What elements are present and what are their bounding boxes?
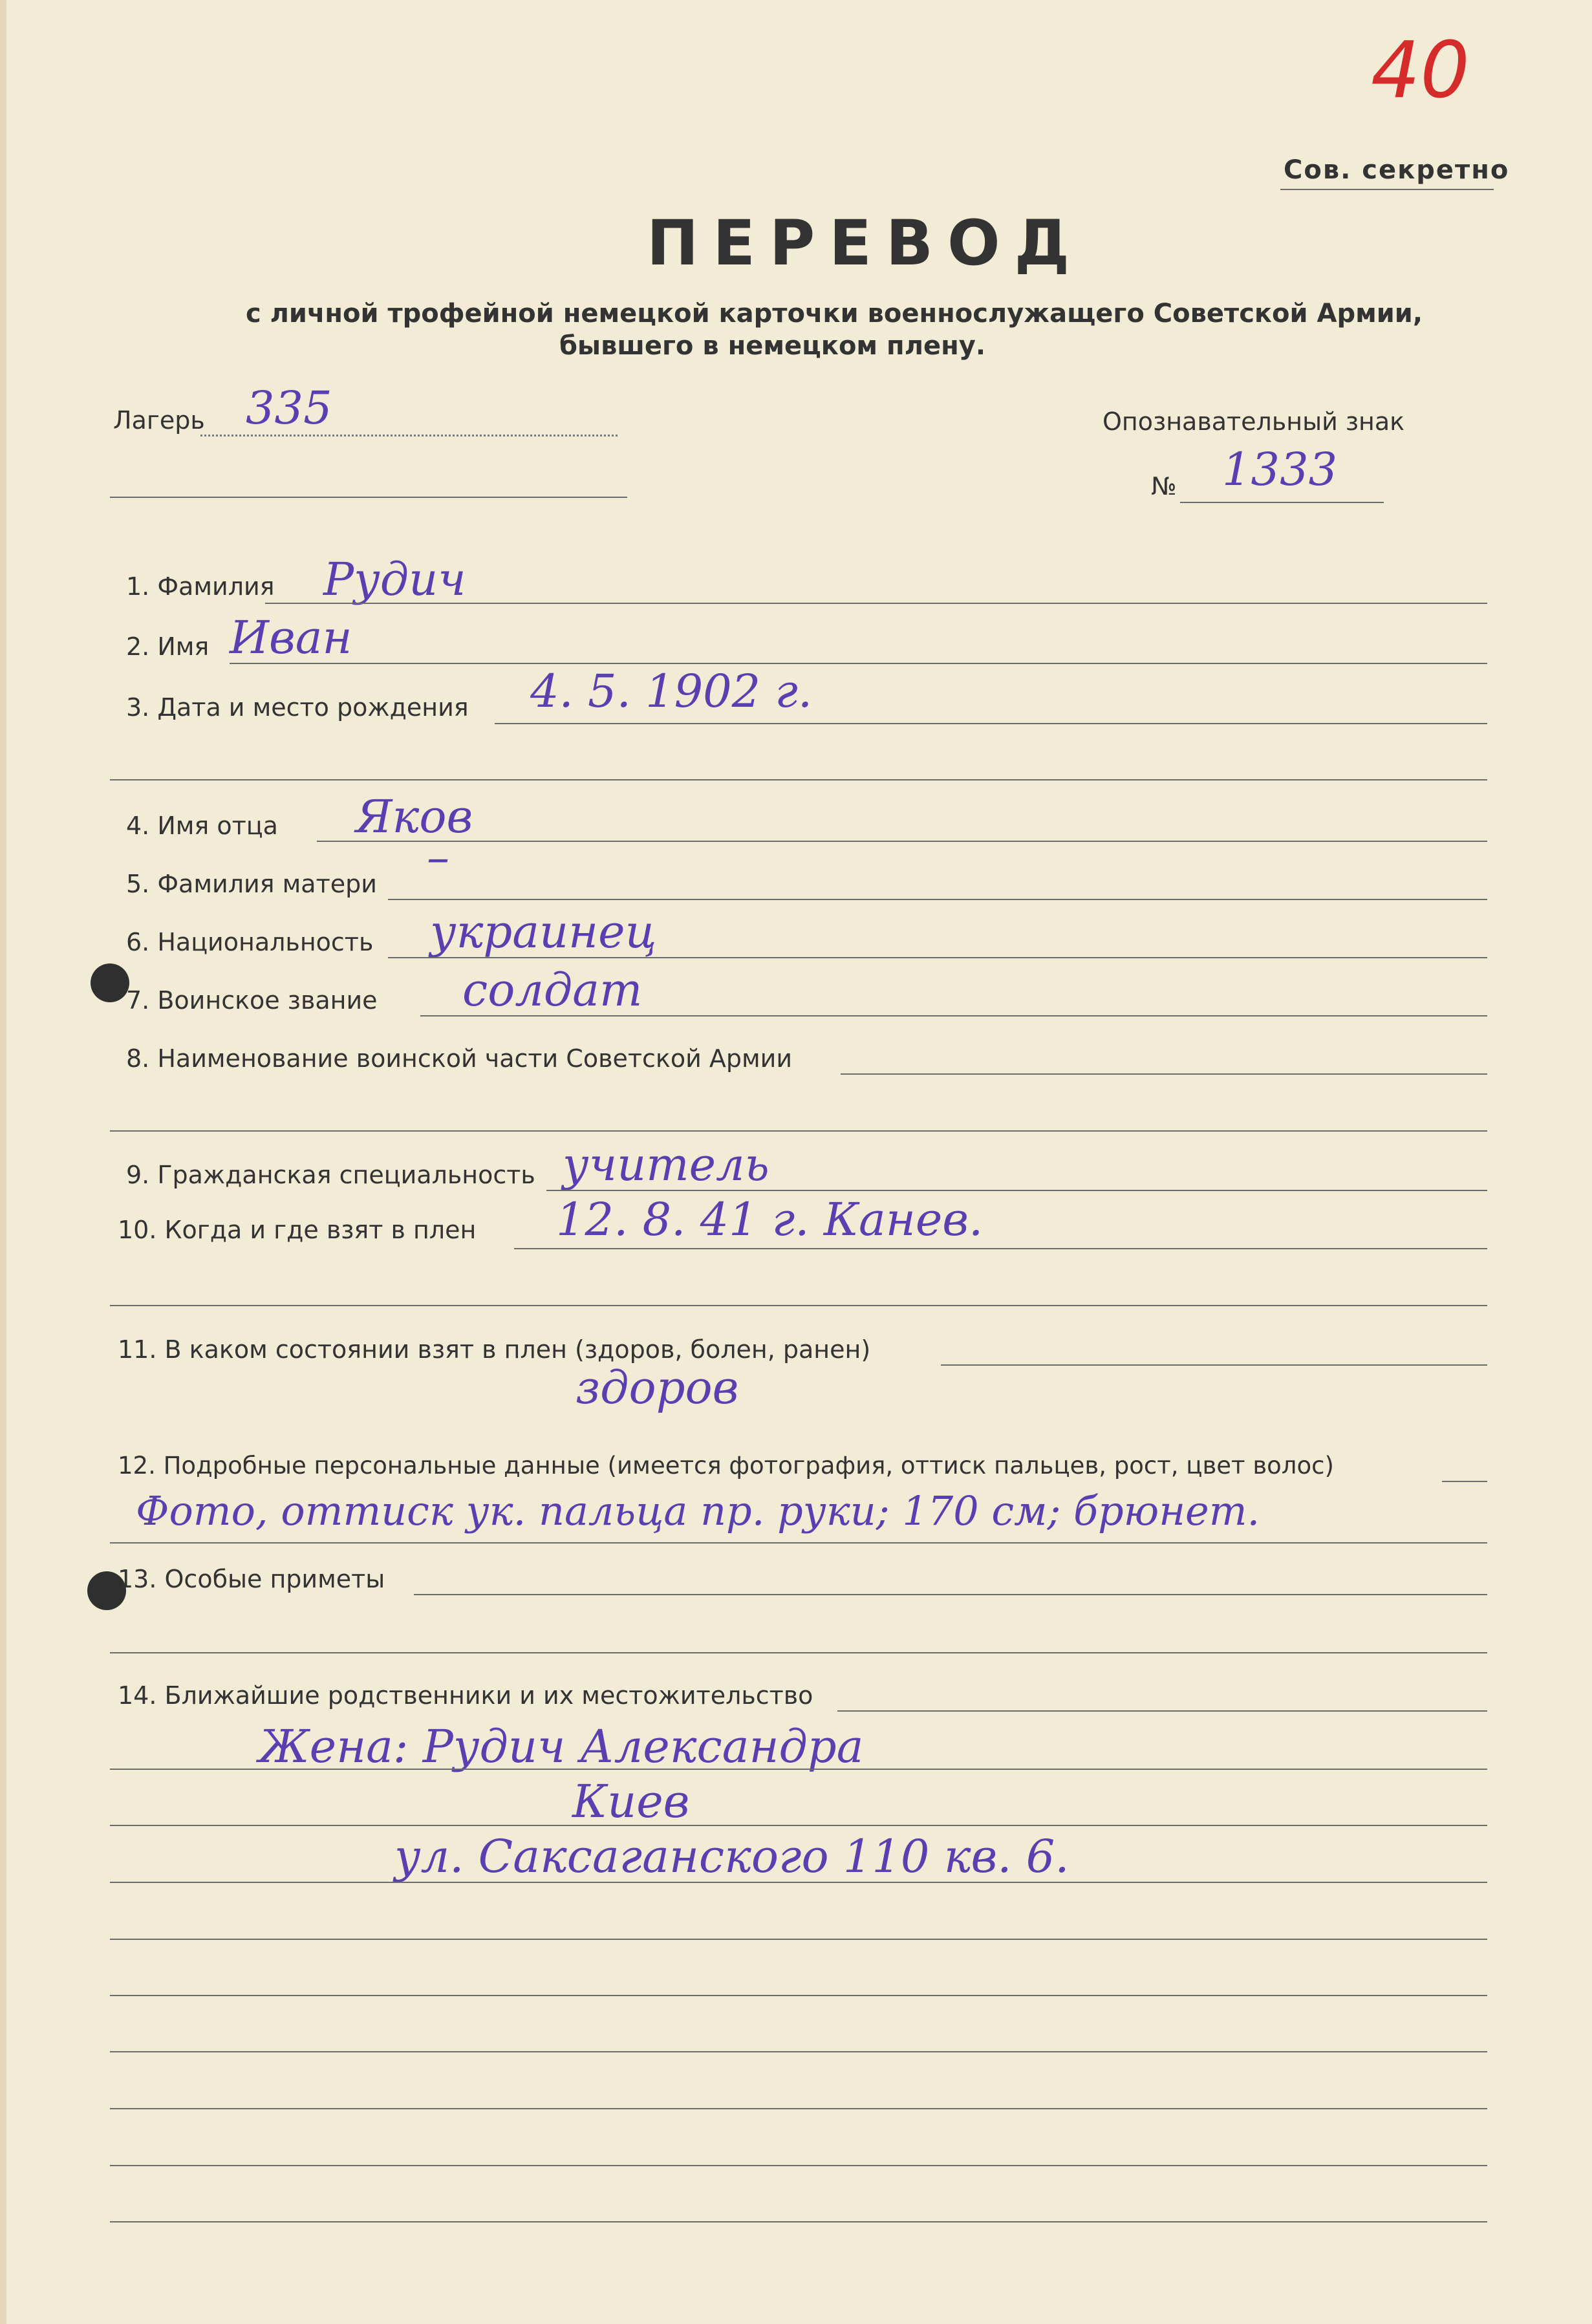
id-tag-label: Опознавательный знак <box>1103 407 1405 436</box>
field-2-label: 2. Имя <box>126 632 210 661</box>
field-7-value: солдат <box>462 963 643 1017</box>
field-8-label: 8. Наименование воинской части Советской Армии <box>126 1044 793 1073</box>
field-6-value: украинец <box>430 905 657 958</box>
subtitle-line-2: бывшего в немецком плену. <box>559 331 986 361</box>
field-3-value: 4. 5. 1902 г. <box>530 665 813 718</box>
subtitle-line-1: с личной трофейной немецкой карточки военнослужащего Советской Армии, <box>246 299 1423 328</box>
field-11-label: 11. В каком состоянии взят в плен (здоров, болен, ранен) <box>118 1335 871 1364</box>
field-12-value: Фото, оттиск ук. пальца пр. руки; 170 см; брюнет. <box>136 1487 1260 1534</box>
field-9-label: 9. Гражданская специальность <box>126 1161 535 1189</box>
field-4-label: 4. Имя отца <box>126 812 278 840</box>
field-11-value: здоров <box>575 1361 739 1414</box>
field-1-label: 1. Фамилия <box>126 572 275 601</box>
field-7-label: 7. Воинское звание <box>126 986 378 1015</box>
field-1-value: Рудич <box>323 553 466 606</box>
camp-value: 335 <box>246 382 332 435</box>
field-10-label: 10. Когда и где взят в плен <box>118 1216 477 1244</box>
field-12-label: 12. Подробные персональные данные (имеется фотография, оттиск пальцев, рост, цвет волос) <box>118 1452 1334 1479</box>
field-2-value: Иван <box>230 611 352 664</box>
field-9-value: учитель <box>563 1138 769 1191</box>
field-14-label: 14. Ближайшие родственники и их местожительство <box>118 1681 813 1710</box>
field-4-value: Яков <box>356 790 473 843</box>
field-5-value: – <box>427 831 449 884</box>
field-13-label: 13. Особые приметы <box>118 1565 385 1593</box>
field-6-label: 6. Национальность <box>126 928 374 956</box>
field-10-value: 12. 8. 41 г. Канев. <box>556 1193 984 1246</box>
field-5-label: 5. Фамилия матери <box>126 870 377 898</box>
field-3-label: 3. Дата и место рождения <box>126 693 469 722</box>
relatives-line-2: Киев <box>572 1775 690 1828</box>
id-tag-value: 1333 <box>1222 443 1338 496</box>
relatives-line-3: ул. Саксаганского 110 кв. 6. <box>394 1830 1070 1883</box>
camp-label: Лагерь <box>113 406 205 435</box>
document-title: ПЕРЕВОД <box>647 207 1084 279</box>
page-number: 40 <box>1371 26 1470 116</box>
id-tag-no-label: № <box>1151 472 1177 500</box>
classification-stamp: Сов. секретно <box>1284 155 1510 185</box>
relatives-line-1: Жена: Рудич Александра <box>259 1720 864 1773</box>
punch-hole-top <box>91 963 129 1002</box>
